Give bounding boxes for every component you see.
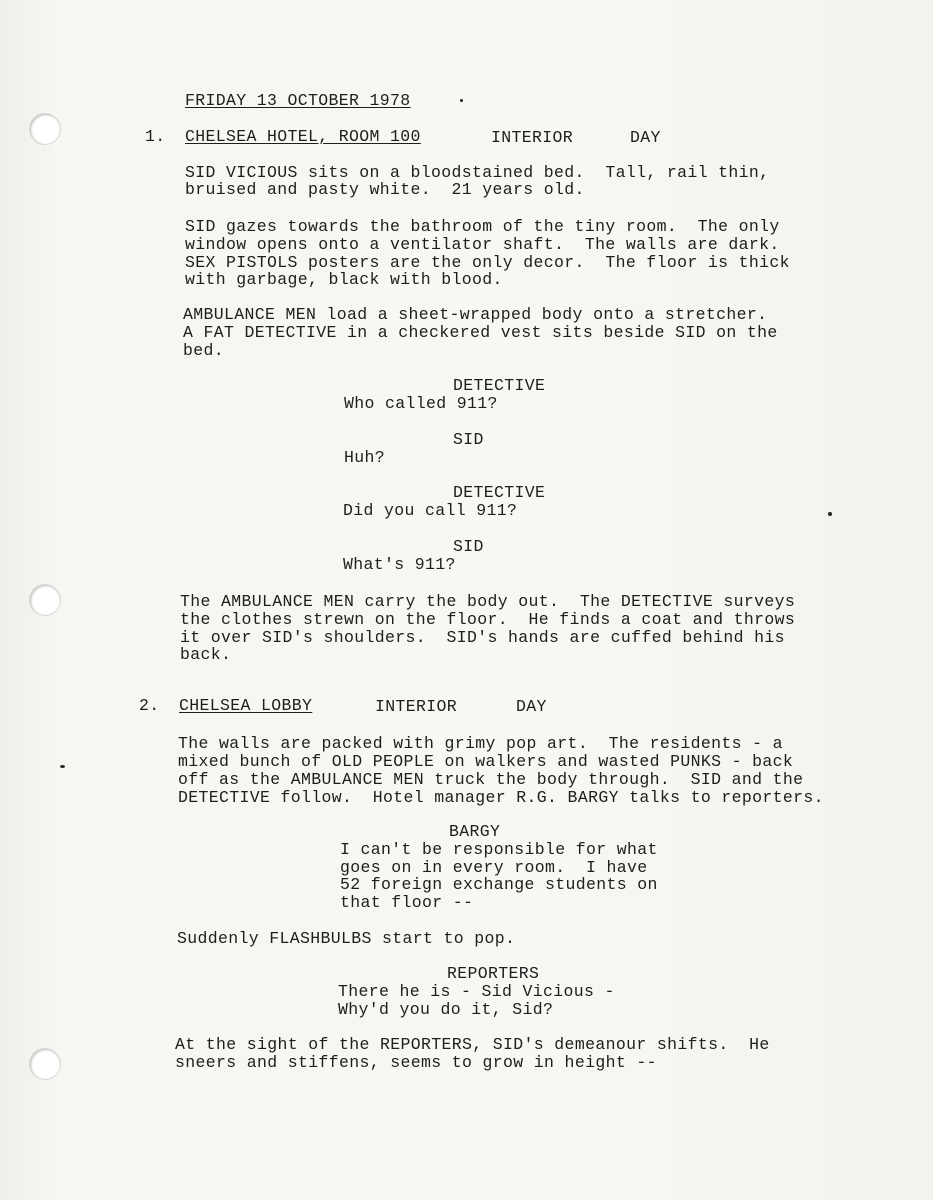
action-line: SEX PISTOLS posters are the only decor. The floor is thick: [185, 253, 790, 272]
scene-2-int-ext: INTERIOR: [375, 697, 458, 716]
character-name: SID: [453, 430, 484, 449]
dialogue-line: I can't be responsible for what: [340, 840, 658, 859]
action-line: window opens onto a ventilator shaft. The walls are dark.: [185, 235, 780, 254]
action-line: with garbage, black with blood.: [185, 270, 503, 289]
dialogue-line: 52 foreign exchange students on: [340, 875, 658, 894]
action-line: The walls are packed with grimy pop art. The residents - a: [178, 734, 783, 753]
scene-2-number: 2.: [139, 696, 160, 715]
date-line: FRIDAY 13 OCTOBER 1978: [185, 91, 411, 110]
action-line: DETECTIVE follow. Hotel manager R.G. BARGY talks to reporters.: [178, 788, 824, 807]
action-line: AMBULANCE MEN load a sheet-wrapped body onto a stretcher.: [183, 305, 768, 324]
dialogue-line: There he is - Sid Vicious -: [338, 982, 615, 1001]
action-line: SID VICIOUS sits on a bloodstained bed. Tall, rail thin,: [185, 163, 770, 182]
character-name: DETECTIVE: [453, 376, 546, 395]
action-line: bed.: [183, 341, 225, 360]
action-line: A FAT DETECTIVE in a checkered vest sits beside SID on the: [183, 323, 778, 342]
dialogue-line: Huh?: [344, 448, 386, 467]
action-line: the clothes strewn on the floor. He finds a coat and throws: [180, 610, 796, 629]
action-line: it over SID's shoulders. SID's hands are cuffed behind his: [180, 628, 785, 647]
action-line: off as the AMBULANCE MEN truck the body through. SID and the: [178, 770, 804, 789]
dialogue-line: Why'd you do it, Sid?: [338, 1000, 554, 1019]
ink-speck: [828, 512, 832, 516]
scene-2-time: DAY: [516, 697, 547, 716]
dialogue-line: What's 911?: [343, 555, 456, 574]
dialogue-line: Did you call 911?: [343, 501, 518, 520]
action-line: bruised and pasty white. 21 years old.: [185, 180, 585, 199]
character-name: DETECTIVE: [453, 483, 546, 502]
scene-1-number: 1.: [145, 127, 166, 146]
binder-hole-top: [30, 114, 60, 144]
character-name: REPORTERS: [447, 964, 540, 983]
scene-1-time: DAY: [630, 128, 661, 147]
action-line: SID gazes towards the bathroom of the tiny room. The only: [185, 217, 780, 236]
character-name: SID: [453, 537, 484, 556]
action-line: At the sight of the REPORTERS, SID's demeanour shifts. He: [175, 1035, 770, 1054]
binder-hole-middle: [30, 585, 60, 615]
action-line: mixed bunch of OLD PEOPLE on walkers and wasted PUNKS - back: [178, 752, 794, 771]
dialogue-line: goes on in every room. I have: [340, 858, 648, 877]
scene-1-location: CHELSEA HOTEL, ROOM 100: [185, 127, 421, 146]
binder-hole-bottom: [30, 1049, 60, 1079]
dialogue-line: that floor --: [340, 893, 474, 912]
action-line: sneers and stiffens, seems to grow in height --: [175, 1053, 657, 1072]
ink-speck: [60, 765, 65, 768]
action-line: The AMBULANCE MEN carry the body out. The DETECTIVE surveys: [180, 592, 796, 611]
action-line: back.: [180, 645, 232, 664]
scene-2-location: CHELSEA LOBBY: [179, 696, 313, 715]
ink-speck: [460, 99, 463, 102]
scene-1-int-ext: INTERIOR: [491, 128, 574, 147]
action-line: Suddenly FLASHBULBS start to pop.: [177, 929, 516, 948]
character-name: BARGY: [449, 822, 501, 841]
dialogue-line: Who called 911?: [344, 394, 498, 413]
